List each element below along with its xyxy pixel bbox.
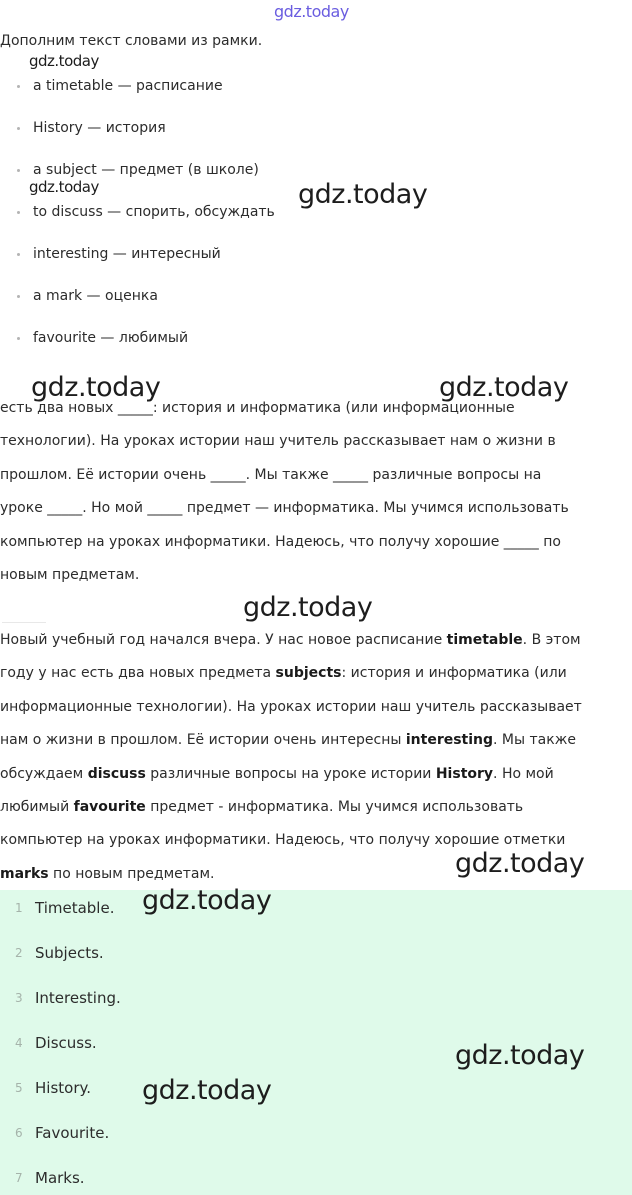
- bullet-icon: [17, 127, 20, 130]
- answer-word: timetable: [446, 632, 523, 648]
- answer-word: interesting: [405, 732, 494, 749]
- task-intro: Дополним текст словами из рамки.: [0, 33, 263, 49]
- vocab-item: a timetable — расписание: [0, 75, 275, 117]
- gap-line: компьютер на уроках информатики. Надеюсь, что получу хорошие _____ по: [0, 533, 561, 550]
- bullet-icon: [17, 337, 20, 340]
- answer-item: 4 Discuss.: [0, 1031, 121, 1076]
- bullet-icon: [17, 295, 20, 298]
- watermark: gdz.today: [298, 179, 428, 210]
- watermark: gdz.today: [29, 52, 99, 70]
- watermark: gdz.today: [142, 1075, 272, 1106]
- gap-line: есть два новых _____: история и информатика (или информационные: [0, 400, 515, 416]
- answer-number: 3: [15, 991, 23, 1005]
- watermark: gdz.today: [31, 372, 161, 403]
- gap-line: технологии). На уроках истории наш учитель рассказывает нам о жизни в: [0, 433, 556, 450]
- bullet-icon: [17, 211, 20, 214]
- answer-number: 2: [15, 946, 23, 960]
- answer-item: 3 Interesting.: [0, 986, 121, 1031]
- watermark: gdz.today: [455, 848, 585, 879]
- answer-item: 7 Marks.: [0, 1166, 121, 1195]
- filled-line: обсуждаем discuss различные вопросы на уроке истории History. Но мой: [0, 765, 554, 782]
- answer-word: favourite: [73, 799, 146, 816]
- vocab-item: History — история: [0, 117, 275, 159]
- answer-item: 6 Favourite.: [0, 1121, 121, 1166]
- filled-line: любимый favourite предмет - информатика. Мы учимся использовать: [0, 799, 524, 816]
- filled-line: информационные технологии). На уроках истории наш учитель рассказывает: [0, 698, 582, 715]
- answers-list: [0, 896, 121, 1195]
- gap-line: прошлом. Её истории очень _____. Мы также _____ различные вопросы на: [0, 466, 542, 483]
- bullet-icon: [17, 169, 20, 172]
- filled-line: marks по новым предметам.: [0, 865, 215, 882]
- vocabulary-list: [0, 75, 275, 369]
- filled-line: компьютер на уроках информатики. Надеюсь, что получу хорошие отметки: [0, 832, 566, 849]
- watermark: gdz.today: [29, 178, 99, 196]
- answer-item: 2 Subjects.: [0, 941, 121, 986]
- answer-number: 5: [15, 1081, 23, 1095]
- answer-number: 4: [15, 1036, 23, 1050]
- watermark: gdz.today: [142, 885, 272, 916]
- vocab-item: a mark — оценка: [0, 285, 275, 327]
- gap-text: [0, 392, 630, 592]
- vocab-item: a subject — предмет (в школе): [0, 159, 275, 201]
- answer-word: History: [435, 765, 494, 782]
- answer-word: marks: [0, 865, 49, 882]
- vocab-item: to discuss — спорить, обсуждать: [0, 201, 275, 243]
- answer-item: 5 History.: [0, 1076, 121, 1121]
- filled-line: году у нас есть два новых предмета subjects: история и информатика (или: [0, 665, 567, 682]
- answer-number: 7: [15, 1171, 23, 1185]
- answer-word: discuss: [87, 765, 146, 782]
- bullet-icon: [17, 85, 20, 88]
- filled-line: Новый учебный год начался вчера. У нас новое расписание timetable. В этом: [0, 632, 581, 648]
- divider: [2, 622, 46, 623]
- answer-number: 1: [15, 901, 23, 915]
- filled-line: нам о жизни в прошлом. Её истории очень интересны interesting. Мы также: [0, 732, 576, 749]
- vocab-item: interesting — интересный: [0, 243, 275, 285]
- answer-number: 6: [15, 1126, 23, 1140]
- watermark: gdz.today: [439, 372, 569, 403]
- answer-word: subjects: [275, 665, 342, 682]
- watermark: gdz.today: [455, 1040, 585, 1071]
- top-watermark: gdz.today: [274, 2, 349, 21]
- gap-line: новым предметам.: [0, 567, 140, 584]
- watermark: gdz.today: [243, 592, 373, 623]
- answer-item: 1 Timetable.: [0, 896, 121, 941]
- gap-line: уроке _____. Но мой _____ предмет — информатика. Мы учимся использовать: [0, 500, 569, 517]
- vocab-item: favourite — любимый: [0, 327, 275, 369]
- bullet-icon: [17, 253, 20, 256]
